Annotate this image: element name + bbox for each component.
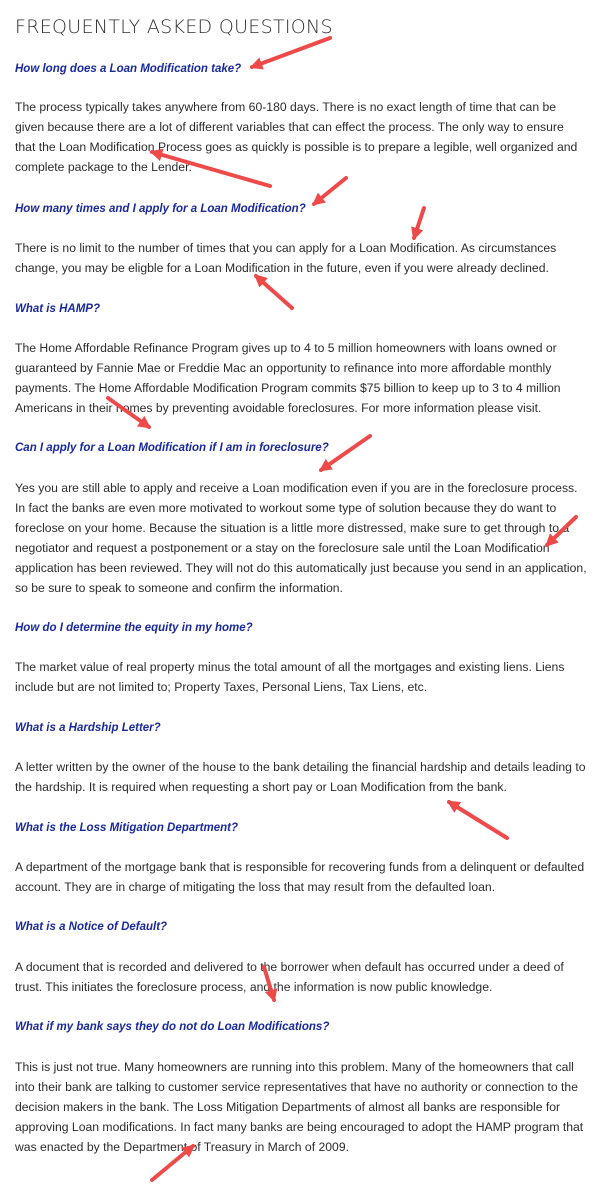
faq-answer-1: The process typically takes anywhere from 60-180 days. There is no exact length of time that can be given because there are a lot of different variables that can effect the process. The only way to ensure that the Loan Modification Process goes as quickly is possible is to prepare a legible, well organized and complete package to the Lender. <box>15 100 578 174</box>
faq-answer-9: This is just not true. Many homeowners are running into this problem. Many of the homeowners that call into their bank are talking to customer service representatives that have no authority or connection to the decision makers in the bank. The Loss Mitigation Departments of almost all banks are responsible for approving Loan modifications. In fact many banks are being encouraged to adopt the HAMP program that was enacted by the Department of Treasury in March of 2009. <box>15 1060 584 1154</box>
faq-answer-4: Yes you are still able to apply and receive a Loan modification even if you are in the foreclosure process. In fact the banks are even more motivated to workout some type of solution because they do want to foreclose on your home. Because the situation is a little more distressed, make sure to get through to a negotiator and request a postponement or a stay on the foreclosure sale until the Loan Modification application has been reviewed. They will not do this automatically just because you send in an application, so be sure to speak to someone and confirm the information. <box>15 481 587 595</box>
faq-answer-7: A department of the mortgage bank that is responsible for recovering funds from a delinquent or defaulted account. They are in charge of mitigating the loss that may result from the defaulted loan. <box>15 860 585 894</box>
faq-question-5: How do I determine the equity in my home? <box>15 622 253 634</box>
page-title: FREQUENTLY ASKED QUESTIONS <box>15 16 333 38</box>
annotation-arrow-4 <box>414 208 424 238</box>
faq-question-3: What is HAMP? <box>15 303 100 315</box>
faq-answer-8: A document that is recorded and delivered to the borrower when default has occurred under a deed of trust. This initiates the foreclosure process, and the information is now public knowledge. <box>15 960 564 994</box>
faq-answer-5: The market value of real property minus the total amount of all the mortgages and existing liens. Liens include but are not limited to; Property Taxes, Personal Liens, Tax Liens, etc. <box>15 660 565 694</box>
faq-answer-6: A letter written by the owner of the house to the bank detailing the financial hardship and details leading to the hardship. It is required when requesting a short pay or Loan Modification from the bank. <box>15 760 586 794</box>
annotation-arrow-3 <box>314 178 346 204</box>
annotation-arrow-5 <box>256 276 292 308</box>
faq-question-2: How many times and I apply for a Loan Modification? <box>15 203 306 215</box>
faq-question-1: How long does a Loan Modification take? <box>15 63 242 75</box>
faq-question-4: Can I apply for a Loan Modification if I am in foreclosure? <box>15 442 329 454</box>
faq-answer-3: The Home Affordable Refinance Program gives up to 4 to 5 million homeowners with loans owned or guaranteed by Fannie Mae or Freddie Mac an opportunity to refinance into more affordable monthly payments. The Home Affordable Modification Program commits $75 billion to keep up to 3 to 4 million Americans in their homes by preventing avoidable foreclosures. For more information please visit. <box>15 341 561 415</box>
faq-question-7: What is the Loss Mitigation Department? <box>15 822 238 834</box>
faq-question-9: What if my bank says they do not do Loan Modifications? <box>15 1021 330 1033</box>
annotation-arrow-1 <box>252 38 330 67</box>
faq-question-6: What is a Hardship Letter? <box>15 722 161 734</box>
annotation-arrow-9 <box>449 802 507 838</box>
faq-question-8: What is a Notice of Default? <box>15 921 168 933</box>
faq-answer-2: There is no limit to the number of times that you can apply for a Loan Modification. As circumstances change, you may be eligble for a Loan Modification in the future, even if you were already declined. <box>15 241 557 275</box>
